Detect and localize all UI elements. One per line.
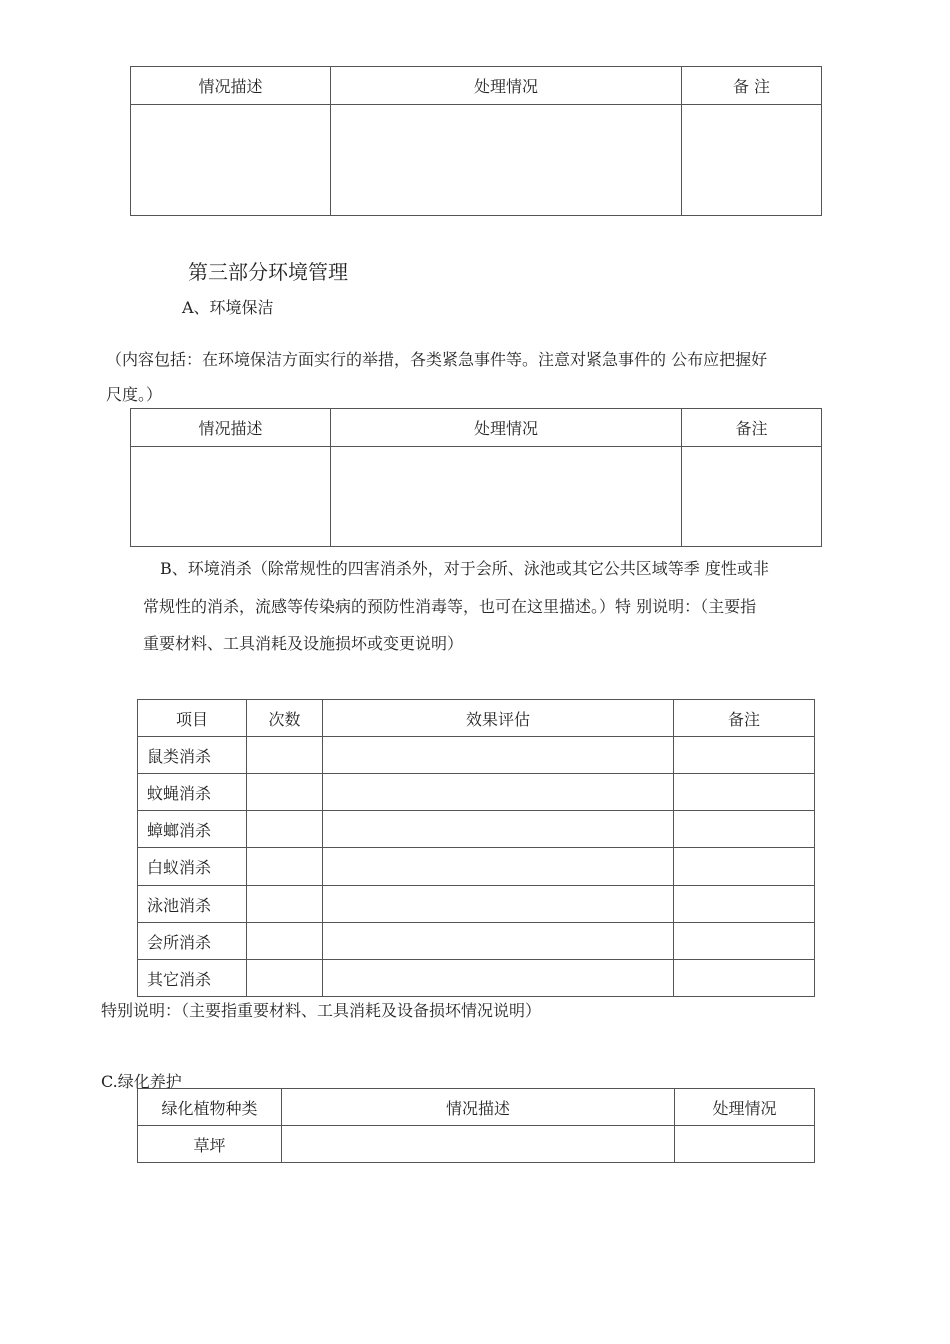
- header-handling: 处理情况: [675, 1089, 815, 1126]
- cell-evaluation[interactable]: [323, 774, 674, 811]
- header-evaluation: 效果评估: [323, 700, 674, 737]
- header-description: 情况描述: [131, 409, 331, 447]
- section-title: 第三部分环境管理: [188, 260, 348, 284]
- cell-remarks[interactable]: [682, 105, 822, 216]
- header-remarks: 备 注: [682, 67, 822, 105]
- table-cleaning: [130, 408, 822, 547]
- section-b-line1: B、环境消杀（除常规性的四害消杀外，对于会所、泳池或其它公共区域等季 度性或非: [160, 559, 769, 578]
- row-label: 白蚁消杀: [138, 848, 247, 886]
- row-label: 其它消杀: [138, 960, 247, 997]
- header-item: 项目: [138, 700, 247, 737]
- special-note: 特别说明：（主要指重要材料、工具消耗及设备损坏情况说明）: [101, 1001, 542, 1020]
- header-plant-type: 绿化植物种类: [138, 1089, 282, 1126]
- cell-handling[interactable]: [331, 447, 682, 547]
- row-label: 蚊蝇消杀: [138, 774, 247, 811]
- table-row: [138, 848, 815, 886]
- cell-count[interactable]: [247, 811, 323, 848]
- cell-description[interactable]: [131, 447, 331, 547]
- cell-handling[interactable]: [331, 105, 682, 216]
- cell-remarks[interactable]: [674, 774, 815, 811]
- header-handling: 处理情况: [331, 409, 682, 447]
- cell-evaluation[interactable]: [323, 923, 674, 960]
- cell-remarks[interactable]: [674, 960, 815, 997]
- cell-description[interactable]: [282, 1126, 675, 1163]
- header-remarks: 备注: [674, 700, 815, 737]
- subsection-a-title: A、环境保洁: [182, 298, 274, 317]
- table-greening: [137, 1088, 815, 1163]
- table-row: [138, 923, 815, 960]
- table-row: [138, 1126, 815, 1163]
- header-remarks: 备注: [682, 409, 822, 447]
- header-handling: 处理情况: [331, 67, 682, 105]
- row-label: 会所消杀: [138, 923, 247, 960]
- cell-count[interactable]: [247, 960, 323, 997]
- cell-remarks[interactable]: [674, 923, 815, 960]
- cell-evaluation[interactable]: [323, 811, 674, 848]
- cell-count[interactable]: [247, 737, 323, 774]
- table-row: [138, 811, 815, 848]
- row-label: 草坪: [138, 1126, 282, 1163]
- cell-count[interactable]: [247, 886, 323, 923]
- cell-evaluation[interactable]: [323, 737, 674, 774]
- header-count: 次数: [247, 700, 323, 737]
- table-pest-control: [137, 699, 815, 997]
- cell-remarks[interactable]: [674, 848, 815, 886]
- table-row: [138, 960, 815, 997]
- cell-count[interactable]: [247, 923, 323, 960]
- cell-remarks[interactable]: [674, 737, 815, 774]
- section-c-title: C.绿化养护: [101, 1072, 182, 1091]
- cell-count[interactable]: [247, 848, 323, 886]
- cell-evaluation[interactable]: [323, 960, 674, 997]
- header-description: 情况描述: [131, 67, 331, 105]
- row-label: 蟑螂消杀: [138, 811, 247, 848]
- cell-evaluation[interactable]: [323, 848, 674, 886]
- cell-count[interactable]: [247, 774, 323, 811]
- cell-evaluation[interactable]: [323, 886, 674, 923]
- note-a-line2: 尺度。）: [106, 385, 163, 404]
- table-row: [138, 737, 815, 774]
- row-label: 泳池消杀: [138, 886, 247, 923]
- cell-description[interactable]: [131, 105, 331, 216]
- cell-remarks[interactable]: [674, 811, 815, 848]
- table-row: [138, 774, 815, 811]
- cell-remarks[interactable]: [674, 886, 815, 923]
- cell-handling[interactable]: [675, 1126, 815, 1163]
- cell-remarks[interactable]: [682, 447, 822, 547]
- table-incident-1: [130, 66, 822, 216]
- note-a-line1: （内容包括：在环境保洁方面实行的举措，各类紧急事件等。注意对紧急事件的 公布应把握好: [106, 350, 768, 369]
- section-b-line2: 常规性的消杀，流感等传染病的预防性消毒等，也可在这里描述。）特 别说明：（主要指: [143, 597, 757, 616]
- section-b-line3: 重要材料、工具消耗及设施损坏或变更说明）: [143, 634, 464, 653]
- table-row: [138, 886, 815, 923]
- header-description: 情况描述: [282, 1089, 675, 1126]
- row-label: 鼠类消杀: [138, 737, 247, 774]
